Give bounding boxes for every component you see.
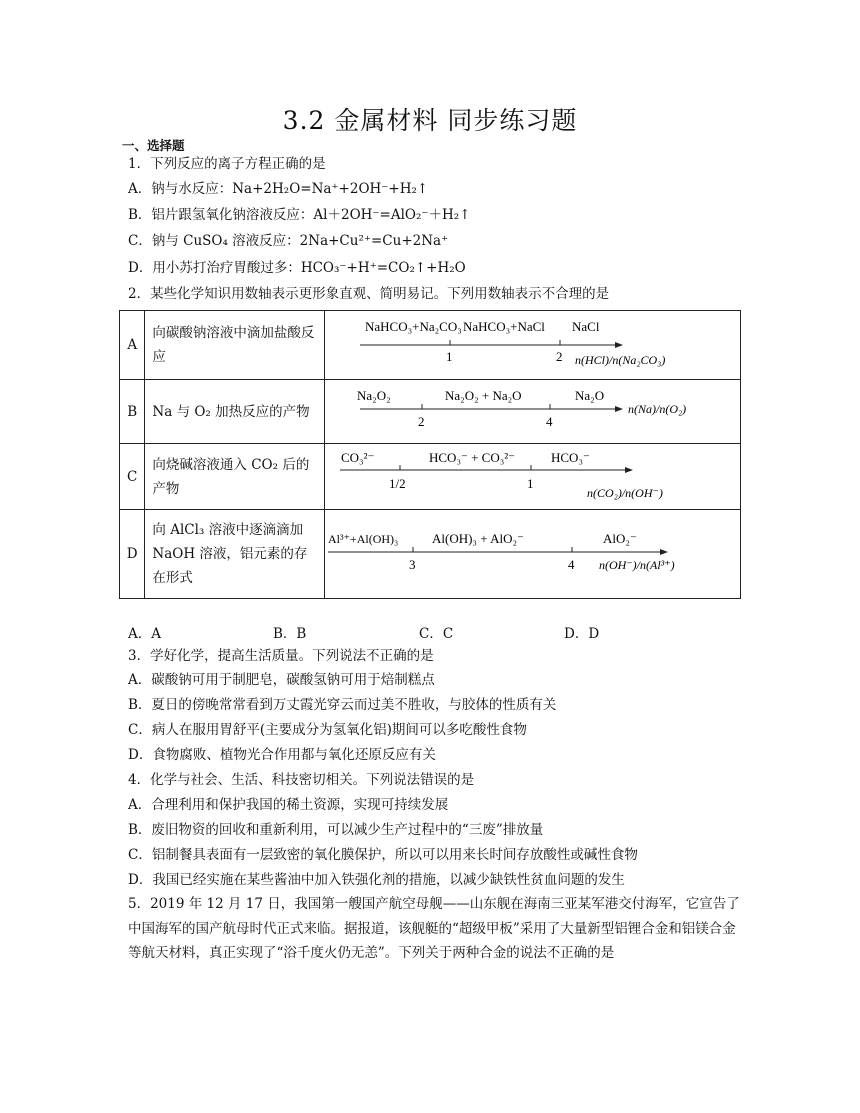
q2-option-c: C．C [419,626,454,642]
q1-option-a: A．钠与水反应：Na+2H₂O=Na⁺+2OH⁻+H₂↑ [128,181,429,197]
row-description: 向 AlCl₃ 溶液中逐滴滴加 NaOH 溶液，铝元素的存在形式 [145,510,325,599]
row-description: Na 与 O₂ 加热反应的产物 [145,380,325,444]
segment-3-label: NaCl [572,319,600,334]
tick-2-label: 2 [556,349,563,364]
q5-stem: 5．2019 年 12 月 17 日，我国第一艘国产航空母舰——山东舰在海南三亚某军港交付海军，它宣告了中国海军的国产航母时代正式来临。据报道，该舰艇的“超级甲板”采用了大量新型铝锂合金和铝镁合金等航天材料，真正实现了“浴千度火仍无恙”。下列关于两种合金的说法不正确的是 [128,896,740,961]
tick-2-label: 4 [568,557,575,572]
number-axis-d [325,510,741,599]
q2-option-b: B．B [273,626,307,642]
q4-option-c: C．铝制餐具表面有一层致密的氧化膜保护，所以可以用来长时间存放酸性或碱性食物 [128,847,638,863]
tick-2-label: 1 [527,476,534,491]
segment-3-label: Na₂O [575,388,605,403]
tick-1-label: 3 [409,557,416,572]
row-label: B [120,380,145,444]
q1-stem: 1．下列反应的离子方程正确的是 [128,156,326,172]
q3-option-b: B．夏日的傍晚常常看到万丈霞光穿云而过美不胜收，与胶体的性质有关 [128,697,557,713]
q2-row-c [120,444,741,510]
segment-1-label: CO₃²⁻ [341,450,375,465]
axis-label: n(Na)/n(O₂) [628,402,687,416]
axis-label: n(HCl)/n(Na₂CO₃) [575,353,666,367]
q2-table [119,310,741,599]
axis-svg [325,311,740,379]
axis-label: n(CO₂)/n(OH⁻) [587,486,663,500]
row-label: D [120,510,145,599]
axis-svg [325,380,740,443]
segment-1-label: Na₂O₂ [357,388,391,403]
q2-option-a: A．A [128,626,161,642]
row-description: 向烧碱溶液通入 CO₂ 后的产物 [145,444,325,510]
section-heading: 一、选择题 [122,138,185,153]
tick-1-label: 1/2 [389,476,406,491]
q3-option-d: D．食物腐败、植物光合作用都与氧化还原反应有关 [128,747,436,763]
segment-3-label: HCO₃⁻ [551,450,590,465]
row-label: A [120,311,145,380]
tick-1-label: 1 [446,349,453,364]
q1-option-c: C．钠与 CuSO₄ 溶液反应：2Na+Cu²⁺=Cu+2Na⁺ [128,233,449,249]
segment-2-label: HCO₃⁻ + CO₃²⁻ [429,450,516,465]
number-axis-c [325,444,741,510]
q2-row-b [120,380,741,444]
axis-label: n(OH⁻)/n(Al³⁺) [599,558,675,572]
segment-1-label: NaHCO₃+Na₂CO₃ [365,319,462,334]
axis-svg [325,444,740,509]
segment-1-label: Al³⁺+Al(OH)₃ [328,532,399,546]
tick-2-label: 4 [546,414,553,429]
q2-options [128,622,748,640]
q3-stem: 3．学好化学，提高生活质量。下列说法不正确的是 [128,648,434,664]
q4-option-a: A．合理利用和保护我国的稀土资源，实现可持续发展 [128,797,449,813]
q2-row-d [120,510,741,599]
q4-option-b: B．废旧物资的回收和重新利用，可以减少生产过程中的“三废”排放量 [128,822,544,838]
q1-option-b: B．铝片跟氢氧化钠溶液反应：Al＋2OH⁻=AlO₂⁻＋H₂↑ [128,207,471,223]
q1-option-d: D．用小苏打治疗胃酸过多：HCO₃⁻+H⁺=CO₂↑+H₂O [128,260,466,276]
row-description: 向碳酸钠溶液中滴加盐酸反应 [145,311,325,380]
q4-stem: 4．化学与社会、生活、科技密切相关。下列说法错误的是 [128,772,475,788]
segment-2-label: NaHCO₃+NaCl [463,319,545,334]
number-axis-b [325,380,741,444]
row-label: C [120,444,145,510]
segment-2-label: Na₂O₂ + Na₂O [445,388,522,403]
axis-svg [325,510,740,598]
number-axis-a [325,311,741,380]
segment-2-label: Al(OH)₃ + AlO₂⁻ [432,531,524,546]
q2-stem: 2．某些化学知识用数轴表示更形象直观、简明易记。下列用数轴表示不合理的是 [128,286,610,302]
tick-1-label: 2 [418,414,425,429]
page-title: 3.2 金属材料 同步练习题 [282,106,578,135]
segment-3-label: AlO₂⁻ [603,531,637,546]
q4-option-d: D．我国已经实施在某些酱油中加入铁强化剂的措施，以减少缺铁性贫血问题的发生 [128,872,625,888]
q2-row-a [120,311,741,380]
q3-option-c: C．病人在服用胃舒平(主要成分为氢氧化铝)期间可以多吃酸性食物 [128,722,527,738]
q3-option-a: A．碳酸钠可用于制肥皂，碳酸氢钠可用于焙制糕点 [128,672,435,688]
q2-option-d: D．D [564,626,600,642]
